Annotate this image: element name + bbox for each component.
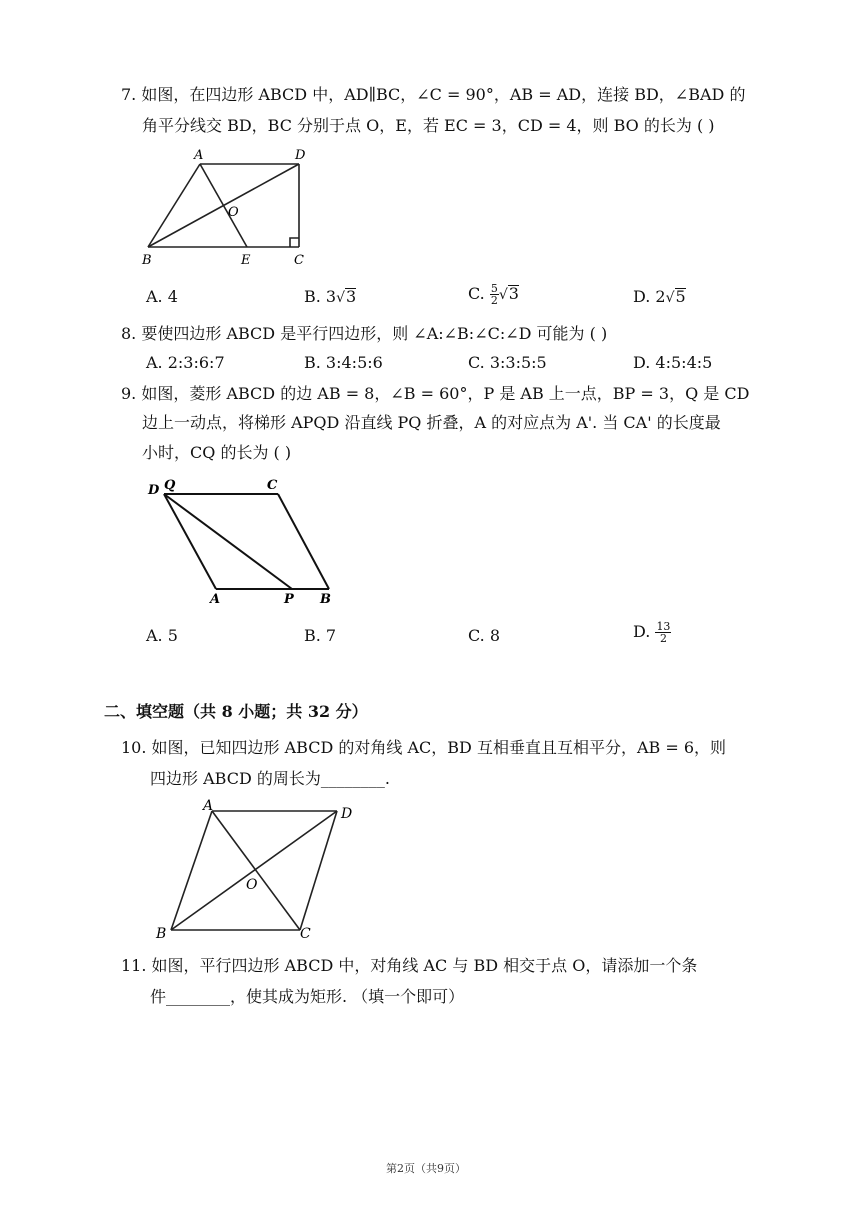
q9-label-q: Q <box>164 478 176 493</box>
q7-option-b-prefix: B. 3 <box>304 287 337 306</box>
q7-option-c-prefix: C. <box>468 284 485 303</box>
q9-figure <box>142 474 342 609</box>
q8-option-b[interactable]: B. 3:4:5:6 <box>304 353 383 372</box>
q7-text-line2: 角平分线交 BD，BC 分别于点 O，E，若 EC = 3，CD = 4，则 BO 的长为 ( ) <box>142 116 715 135</box>
q8-option-d[interactable]: D. 4:5:4:5 <box>633 353 713 372</box>
q7-option-c-numerator: 5 <box>490 282 498 295</box>
q9-label-a: A <box>210 592 221 607</box>
q7-label-o: O <box>228 205 239 220</box>
page-number: 第2页（共9页） <box>386 1162 466 1175</box>
q9-option-d-denominator: 2 <box>659 632 667 645</box>
q10-label-d: D <box>341 806 353 822</box>
q8-text-line1: 8. 要使四边形 ABCD 是平行四边形，则 ∠A:∠B:∠C:∠D 可能为 ( ) <box>121 324 608 343</box>
q7-label-c: C <box>294 253 304 268</box>
q7-option-c[interactable]: C. $\frac{5}{2}$ √3 <box>468 282 519 307</box>
q9-text-line1: 9. 如图，菱形 ABCD 的边 AB = 8，∠B = 60°，P 是 AB 上一点，BP = 3，Q 是 CD <box>121 384 750 403</box>
q9-option-c[interactable]: C. 8 <box>468 626 501 645</box>
q11-text-line1: 11. 如图，平行四边形 ABCD 中，对角线 AC 与 BD 相交于点 O，请添加一个条 <box>121 956 698 975</box>
q9-option-d-prefix: D. <box>633 622 651 641</box>
q7-option-a[interactable]: A. 4 <box>146 287 178 306</box>
q7-option-d[interactable]: D. 2√5 <box>633 287 686 306</box>
q9-option-d-numerator: 13 <box>656 620 671 633</box>
q11-text-line2: 件________，使其成为矩形. （填一个即可） <box>150 987 465 1006</box>
q7-option-c-radicand: 3 <box>508 284 519 303</box>
q7-figure <box>138 144 313 269</box>
q7-label-a: A <box>194 148 204 163</box>
q8-option-c[interactable]: C. 3:3:5:5 <box>468 353 547 372</box>
q10-label-a: A <box>203 798 214 814</box>
q7-label-e: E <box>241 253 251 268</box>
section-title: 二、填空题（共 8 小题；共 32 分） <box>104 702 368 721</box>
q7-option-b-radicand: 3 <box>346 287 357 306</box>
q7-label-b: B <box>142 253 152 268</box>
q10-text-line2: 四边形 ABCD 的周长为________. <box>150 769 390 788</box>
q9-label-c: C <box>267 478 278 493</box>
q9-option-b[interactable]: B. 7 <box>304 626 337 645</box>
q9-label-p: P <box>284 592 294 607</box>
q9-text-line2: 边上一动点，将梯形 APQD 沿直线 PQ 折叠，A 的对应点为 A'. 当 CA' 的长度最 <box>142 413 721 432</box>
q10-figure <box>152 797 367 947</box>
q7-option-d-prefix: D. 2 <box>633 287 666 306</box>
q7-text-line1: 7. 如图，在四边形 ABCD 中，AD∥BC，∠C = 90°，AB = AD，连接 BD，∠BAD 的 <box>121 85 746 104</box>
q9-option-a[interactable]: A. 5 <box>146 626 178 645</box>
q7-option-d-radicand: 5 <box>675 287 686 306</box>
q7-label-d: D <box>295 148 306 163</box>
q7-option-c-fraction <box>490 283 499 306</box>
q9-text-line3: 小时，CQ 的长为 ( ) <box>142 443 292 462</box>
q9-label-b: B <box>320 592 331 607</box>
q9-option-d-fraction <box>655 621 671 644</box>
q8-option-a[interactable]: A. 2:3:6:7 <box>146 353 225 372</box>
q7-option-b[interactable]: B. 3√3 <box>304 287 357 306</box>
q9-option-d[interactable] <box>633 621 671 644</box>
q10-text-line1: 10. 如图，已知四边形 ABCD 的对角线 AC，BD 互相垂直且互相平分，AB = 6，则 <box>121 738 727 757</box>
q7-option-c-denominator: 2 <box>490 294 498 307</box>
q10-label-b: B <box>156 926 167 942</box>
q10-label-c: C <box>300 926 311 942</box>
q9-label-d: D <box>148 483 160 498</box>
q10-label-o: O <box>246 877 258 893</box>
